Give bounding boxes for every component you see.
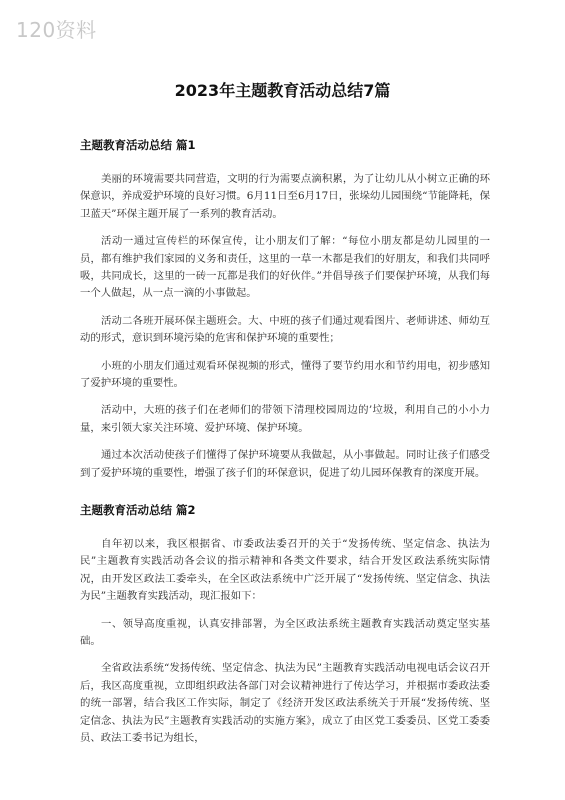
section-heading: 主题教育活动总结 篇1 <box>80 138 196 152</box>
paragraph: 美丽的环境需要共同营造，文明的行为需要点滴积累，为了让幼儿从小树立正确的环保意识，养成爱护环境的良好习惯。6月11日至6月17日，张垛幼儿园围绕“节能降耗，保卫蓝天”环保主题开展了一系列的教育活动。 <box>80 173 490 220</box>
document-title: 2023年主题教育活动总结7篇 <box>174 81 391 100</box>
paragraph: 通过本次活动使孩子们懂得了保护环境要从我做起，从小事做起。同时让孩子们感受到了爱护环境的重要性，增强了孩子们的环保意识，促进了幼儿园环保教育的深度开展。 <box>80 449 490 479</box>
paragraph: 活动二各班开展环保主题班会。大、中班的孩子们通过观看图片、老师讲述、师幼互动的形式，意识到环境污染的危害和保护环境的重要性； <box>80 314 490 345</box>
paragraph: 全省政法系统“发扬传统、坚定信念、执法为民”主题教育实践活动电视电话会议召开后，我区高度重视，立即组织政法各部门对会议精神进行了传达学习，并根据市委政法委的统一部署，结合我区工作实际，制定了《经济开发区政法系统关于开展“发扬传统、坚定信念、执法为民”主题教育实践活动的实施方案》，成立了由区党工委委员、区党工委委员、政法工委书记为组长， <box>80 662 490 745</box>
paragraph: 活动中，大班的孩子们在老师们的带领下清理校园周边的’垃圾，利用自己的小小力量，来引领大家关注环境、爱护环境、保护环境。 <box>80 404 490 434</box>
paragraph: 小班的小朋友们通过观看环保视频的形式，懂得了要节约用水和节约用电，初步感知了爱护环境的重要性。 <box>80 359 490 390</box>
paragraph: 活动一通过宣传栏的环保宣传，让小朋友们了解：“每位小朋友都是幼儿园里的一员，都有维护我们家园的义务和责任，这里的一草一木都是我们的好朋友，和我们共同呼吸，共同成长，这里的一砖一瓦都是我们的好伙伴。”并倡导孩子们要保护环境，从我们每一个人做起，从一点一滴的小事做起。 <box>80 235 490 300</box>
section-1 <box>80 137 490 492</box>
paragraph: 自年初以来，我区根据省、市委政法委召开的关于“发扬传统、坚定信念、执法为民”主题教育实践活动各会议的指示精神和各类文件要求，结合开发区政法系统实际情况，由开发区政法工委牵头，在全区政法系统中广泛开展了“发扬传统、坚定信念、执法为民”主题教育实践活动，现汇报如下： <box>80 538 490 603</box>
section-heading: 主题教育活动总结 篇2 <box>80 503 196 517</box>
watermark: 120资料 <box>16 18 97 42</box>
paragraph: 一、领导高度重视，认真安排部署，为全区政法系统主题教育实践活动奠定坚实基础。 <box>80 617 490 648</box>
section-2 <box>80 502 490 757</box>
